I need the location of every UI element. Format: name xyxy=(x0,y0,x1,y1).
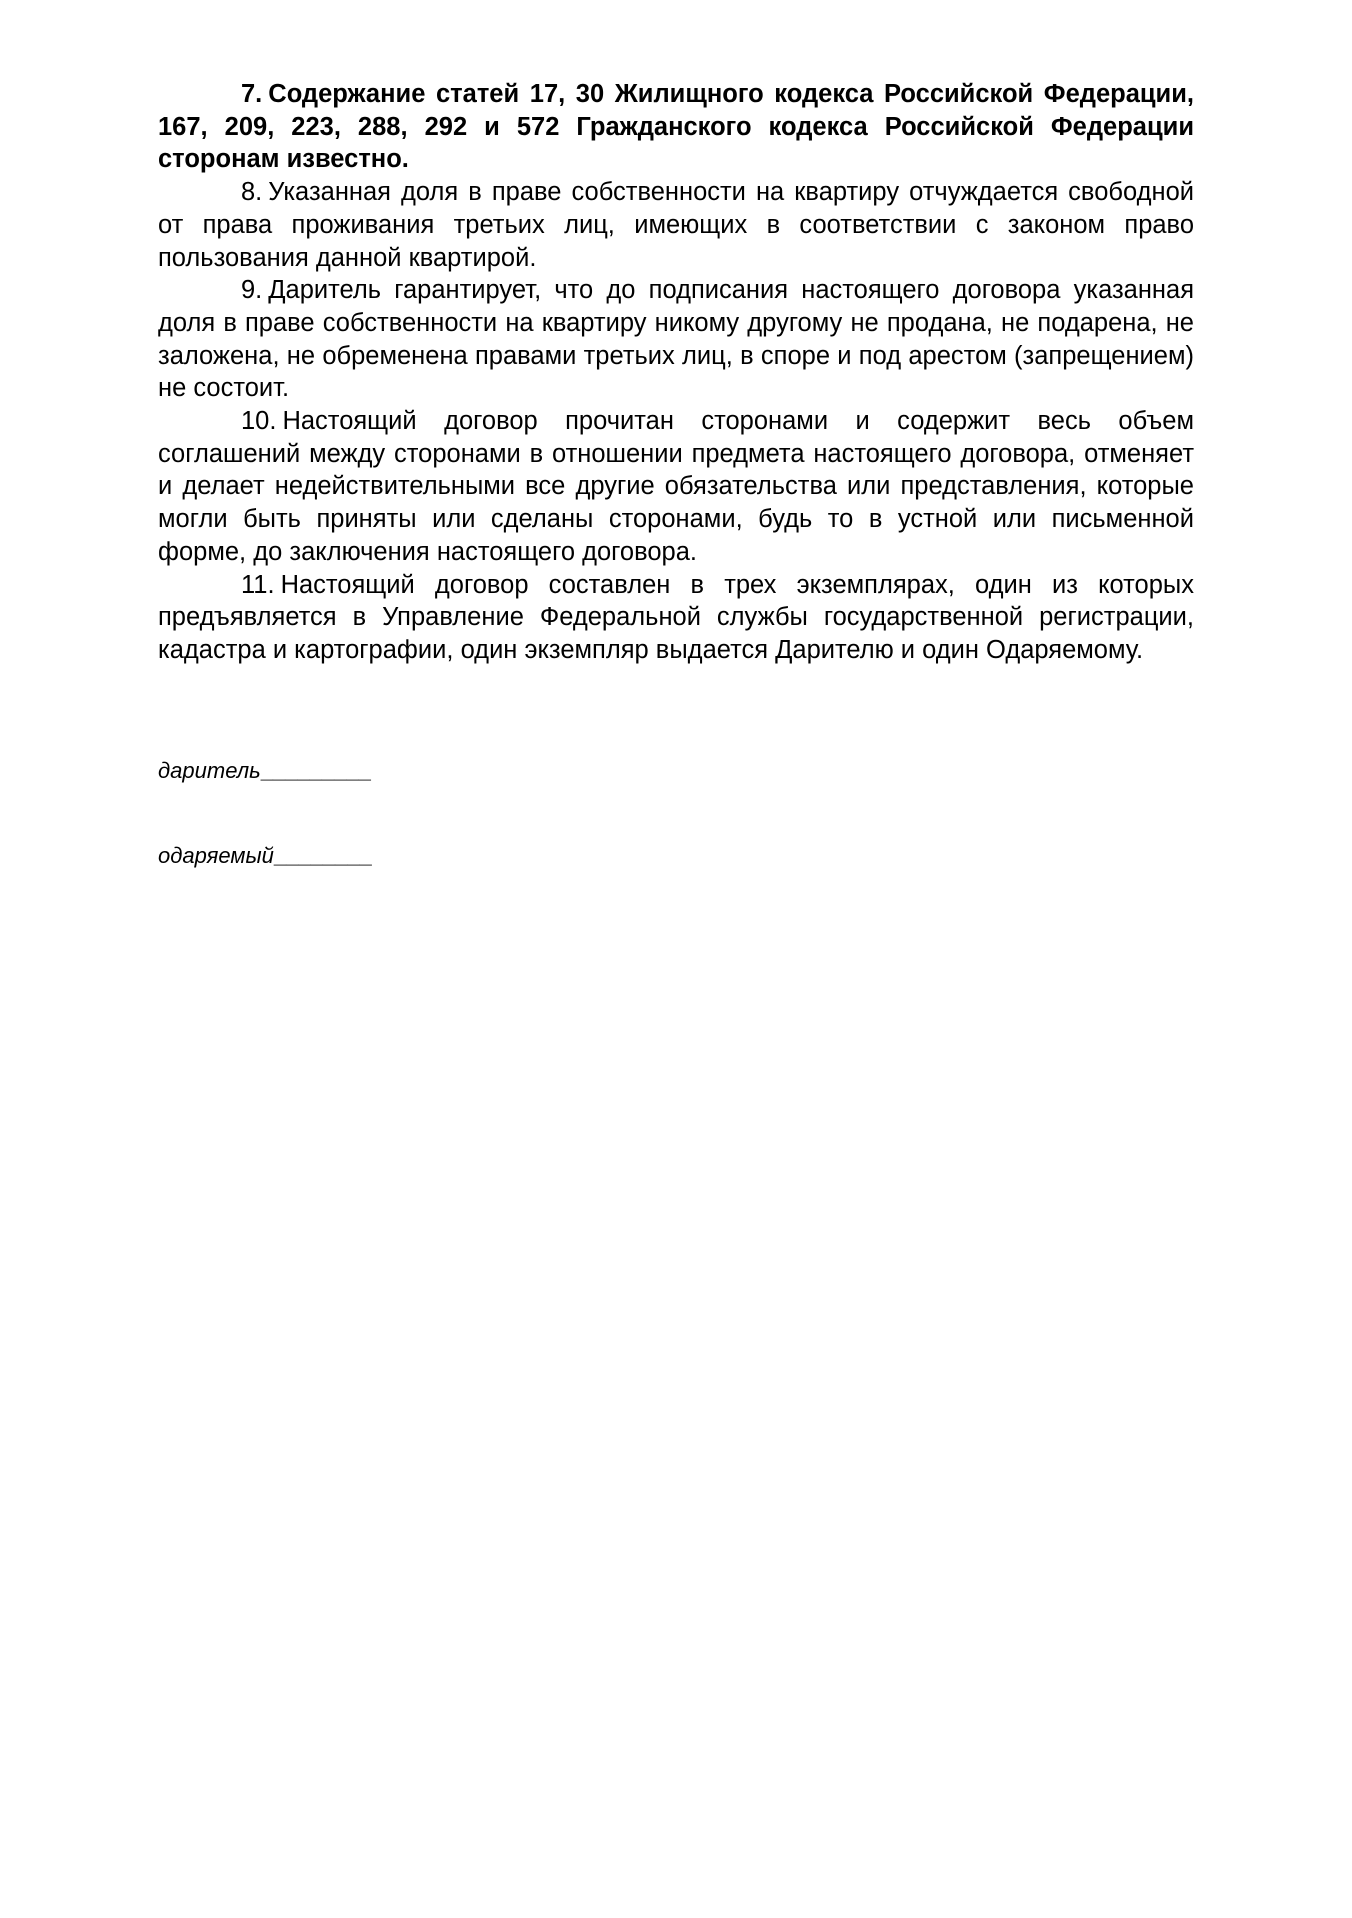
donor-label: даритель xyxy=(158,758,261,783)
paragraph-text: Указанная доля в праве собственности на квартиру отчуждается свободной от права проживания третьих лиц, имеющих в соответствии с законом право пользования данной квартирой. xyxy=(158,178,1194,272)
donee-label: одаряемый xyxy=(158,843,274,868)
donee-signature-line: ________ xyxy=(273,843,372,868)
paragraph-number: 7. xyxy=(241,80,263,108)
paragraph-number: 8. xyxy=(241,178,263,207)
donor-signature-line: _________ xyxy=(260,758,371,783)
paragraph-text: Настоящий договор прочитан сторонами и содержит весь объем соглашений между сторонами в отношении предмета настоящего договора, отменяет и делает недействительными все другие обязательства или представления, которые могли быть приняты или сделаны сторонами, будь то в устной или письменной форме, до заключения настоящего договора. xyxy=(158,407,1194,566)
paragraph-text: Даритель гарантирует, что до подписания настоящего договора указанная доля в праве собственности на квартиру никому другому не продана, не подарена, не заложена, не обременена правами третьих лиц, в споре и под арестом (запрещением) не состоит. xyxy=(158,276,1194,403)
paragraph-number: 10. xyxy=(241,407,277,436)
paragraph-number: 9. xyxy=(241,276,263,305)
donor-signature xyxy=(158,758,371,784)
paragraph-8 xyxy=(158,176,1194,274)
paragraph-9 xyxy=(158,274,1194,405)
paragraph-11 xyxy=(158,569,1194,667)
paragraph-text: Настоящий договор составлен в трех экземплярах, один из которых предъявляется в Управление Федеральной службы государственной регистрации, кадастра и картографии, один экземпляр выдается Дарителю и один Одаряемому. xyxy=(158,570,1194,664)
paragraph-number: 11. xyxy=(241,570,275,599)
paragraph-10 xyxy=(158,405,1194,569)
document-body xyxy=(158,78,1194,667)
paragraph-text: Содержание статей 17, 30 Жилищного кодекса Российской Федерации, 167, 209, 223, 288, 292 и 572 Гражданского кодекса Российской Федерации сторонам известно. xyxy=(158,80,1194,174)
paragraph-7 xyxy=(158,78,1194,176)
donee-signature xyxy=(158,843,372,869)
